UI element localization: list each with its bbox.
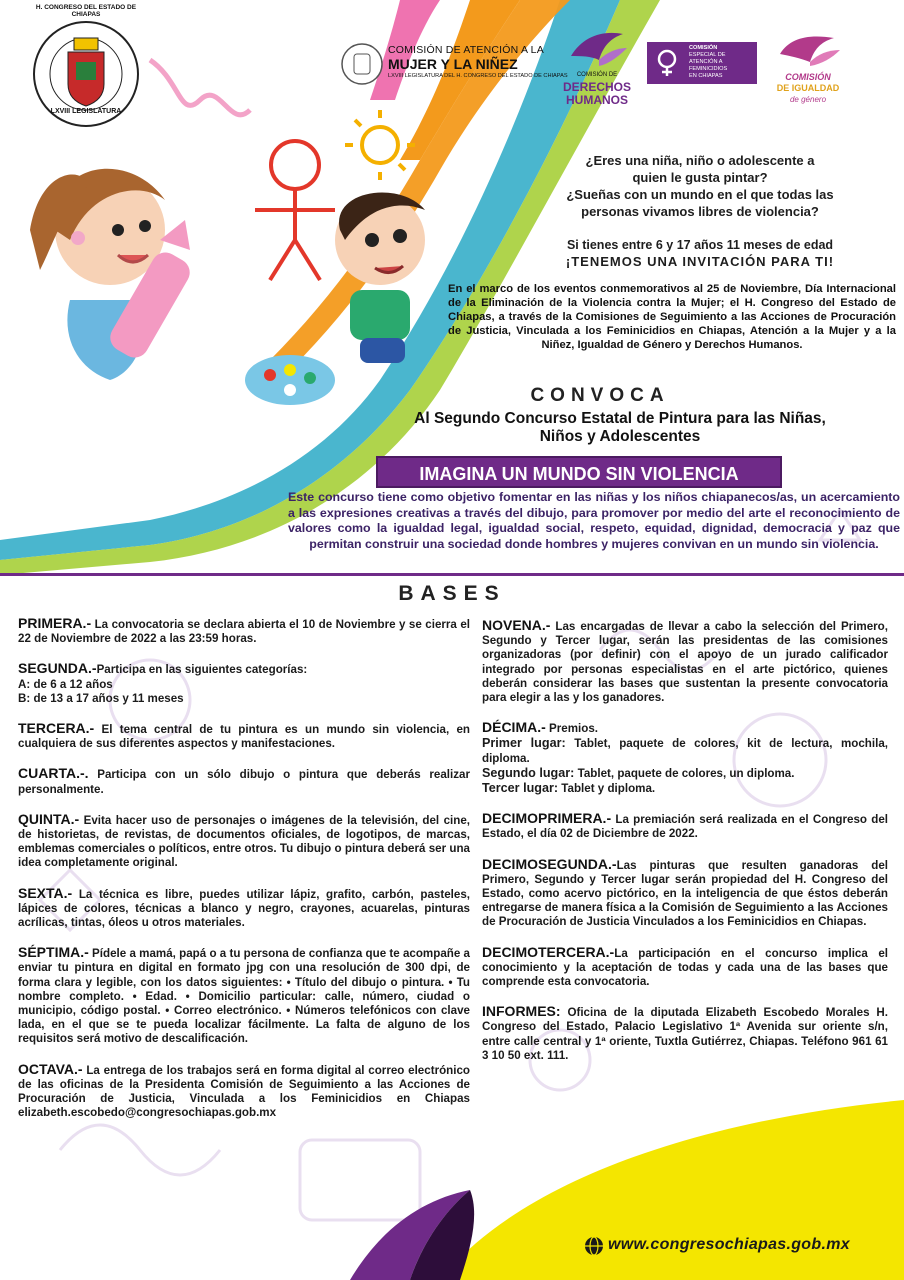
bases-right-column	[482, 618, 888, 1078]
base-heading: INFORMES:	[482, 1003, 561, 1020]
comision-mujer-line2: MUJER Y LA NIÑEZ	[388, 56, 518, 72]
base-heading: NOVENA.-	[482, 617, 551, 633]
base-text: La técnica es libre, puedes utilizar lápiz, grafito, carbón, pasteles, lápices de colores, técnicas a blanco y negro, crayones, acuarelas, pinturas acrílicas, tintas, óleos u otros materiales.	[18, 887, 470, 930]
contest-title-line-1: Al Segundo Concurso Estatal de Pintura para las Niñas,	[414, 410, 826, 427]
base-text: Oficina de la diputada Elizabeth Escobedo Morales H. Congreso del Estado, Palacio Legislativo 1ª Avenida sur oriente s/n, entre calle central y 1ª oriente, Tuxtla Gutiérrez, Chiapas. Teléfono 961 61 3 10 50 ext. 111.	[482, 1006, 888, 1062]
base-heading: CUARTA.-.	[18, 765, 89, 782]
base-text: La premiación será realizada en el Congreso del Estado, el día 02 de Diciembre de 2022.	[482, 813, 888, 841]
prize-text: Tablet, paquete de colores, un diploma.	[577, 766, 795, 780]
igualdad-line3: de género	[789, 95, 827, 104]
state-seal-icon	[340, 42, 384, 86]
base-text: Premios.	[549, 722, 598, 736]
base-primera	[18, 616, 470, 646]
feminicidios-line4: FEMINICIDIOS	[689, 66, 728, 72]
base-heading: SEGUNDA.-	[18, 660, 97, 677]
base-octava	[18, 1062, 470, 1121]
base-text: Las encargadas de llevar a cabo la selección del Primero, Segundo y Tercer lugar, serán las presidentas de las comisiones organizadoras (por definir) con el apoyo de un jurado calificador integrado por personas especialistas en el arte pictórico, quienes deberán considerar las bases que sustentan la presente convocatoria para elegir a las y los ganadores.	[482, 620, 888, 705]
congreso-legislature: LXVIII LEGISLATURA	[50, 108, 122, 115]
contest-title	[300, 410, 904, 446]
base-text: La convocatoria se declara abierta el 10 de Noviembre y se cierra el 22 de Noviembre de 2022 a las 23:59 horas.	[18, 618, 470, 646]
base-segunda	[18, 661, 470, 706]
derechos-big1: DERECHOS	[562, 80, 631, 94]
prize-text: Tablet, paquete de colores, kit de lectura, mochila, diploma.	[482, 737, 888, 765]
category-b: B: de 13 a 17 años y 11 meses	[18, 691, 184, 705]
base-quinta	[18, 812, 470, 871]
feminicidios-line5: EN CHIAPAS	[689, 73, 723, 79]
feminicidios-logo	[647, 42, 757, 84]
age-line: Si tienes entre 6 y 17 años 11 meses de edad	[566, 238, 834, 252]
prize-text: Tablet y diploma.	[561, 782, 656, 796]
base-heading: QUINTA.-	[18, 810, 80, 827]
base-text: Participa en las siguientes categorías:	[96, 663, 308, 677]
prize-first	[482, 736, 888, 765]
congreso-logo	[30, 4, 142, 130]
feminicidios-line2: ESPECIAL DE	[689, 52, 726, 58]
base-heading: DECIMOPRIMERA.-	[482, 810, 612, 827]
derechos-small: COMISIÓN DE	[576, 72, 618, 78]
prize-second	[482, 766, 888, 781]
question-line-4: personas vivamos libres de violencia?	[581, 204, 819, 219]
base-text: La entrega de los trabajos será en forma digital al correo electrónico de las oficinas de la Presidenta Comisión de Seguimiento a las Acciones de Procuración de Justicia, Vinculada a los Feminicidios en Chiapas elizabeth.escobedo@congresochiapas.gob.mx	[18, 1063, 470, 1120]
website-link[interactable]: www.congresochiapas.gob.mx	[608, 1236, 850, 1253]
female-symbol-icon	[652, 48, 682, 78]
question-line-1: ¿Eres una niña, niño o adolescente a	[585, 153, 815, 168]
theme-banner: IMAGINA UN MUNDO SIN VIOLENCIA	[376, 456, 782, 488]
base-text: La participación en el concurso implica el conocimiento y la aceptación de todas y cada una de las bases que comprende esta convocatoria.	[482, 946, 888, 989]
objective-paragraph: Este concurso tiene como objetivo fomentar en las niñas y los niños chiapanecos/as, un acercamiento a las expresiones creativas a través del dibujo, para promover por medio del arte el reconocimiento de valores como la igualdad legal, igualdad social, respeto, equidad, dignidad, democracia y paz que permitan construir una sociedad donde hombres y mujeres convivan en un mundo sin violencia.	[288, 490, 900, 551]
invitation-line: ¡TENEMOS UNA INVITACIÓN PARA TI!	[565, 254, 835, 269]
base-cuarta	[18, 766, 470, 796]
intro-paragraph: En el marco de los eventos conmemorativos al 25 de Noviembre, Día Internacional de la Eliminación de la Violencia contra la Mujer; el H. Congreso del Estado de Chiapas, a través de la Comisiones de Seguimiento a las Acciones de Procuración de Justicia, Vinculada a los Feminicidios en Chiapas, Atención a la Mujer y a la Niñez, Igualdad de Género y Derechos Humanos.	[448, 283, 896, 351]
comision-mujer-line3: LXVIII LEGISLATURA DEL H. CONGRESO DEL ESTADO DE CHIAPAS	[388, 73, 568, 79]
bases-title: BASES	[398, 582, 506, 605]
igualdad-line1: COMISIÓN	[785, 72, 831, 82]
base-heading: DÉCIMA.-	[482, 719, 546, 736]
convoca-heading: CONVOCA	[530, 385, 670, 406]
congreso-ring-text: H. CONGRESO DEL ESTADO DE CHIAPAS	[35, 4, 137, 18]
base-decimoprimera	[482, 811, 888, 841]
derechos-humanos-logo	[563, 26, 631, 114]
base-decimosegunda	[482, 857, 888, 930]
base-text: Evita hacer uso de personajes o imágenes de la televisión, del cine, de historietas, de revistas, de documentos oficiales, de logotipos, de marcas, emblemas comerciales o políticos, entre otros. Tu dibujo o pintura deberá ser una idea completamente original.	[18, 813, 470, 870]
globe-icon	[584, 1236, 604, 1256]
igualdad-line2: DE IGUALDAD	[776, 83, 840, 93]
base-heading: DECIMOTERCERA.-	[482, 943, 615, 960]
base-heading: TERCERA.-	[18, 720, 95, 737]
base-heading: DECIMOSEGUNDA.-	[482, 855, 617, 872]
base-text: Participa con un sólo dibujo o pintura que deberás realizar personalmente.	[18, 768, 470, 796]
base-text: El tema central de tu pintura es un mundo sin violencia, en cualquiera de sus diferentes aspectos y manifestaciones.	[18, 723, 470, 751]
base-heading: SÉPTIMA.-	[18, 944, 89, 961]
base-decima	[482, 720, 888, 796]
comision-mujer-logo	[340, 40, 568, 92]
bird-icon	[772, 30, 844, 70]
base-septima	[18, 945, 470, 1046]
base-text: Las pinturas que resulten ganadoras del Primero, Segundo y Tercer lugar serán propiedad del H. Congreso del Estado, como acervo pictórico, en la inteligencia de que éstos deberán entregarse de manera física a la Comisión de Seguimiento a las Acciones de Procuración de Justicia Vinculados a los Feminicidios en Chiapas.	[482, 858, 888, 929]
base-heading: PRIMERA.-	[18, 615, 92, 631]
base-tercera	[18, 721, 470, 751]
prize-label: Segundo lugar:	[482, 765, 575, 780]
prize-label: Primer lugar:	[482, 736, 566, 751]
base-heading: SEXTA.-	[18, 884, 73, 901]
bases-left-column	[18, 616, 470, 1135]
girl-illustration	[30, 169, 195, 380]
base-informes	[482, 1004, 888, 1063]
feminicidios-line1: COMISIÓN	[689, 45, 718, 51]
prize-third	[482, 781, 888, 796]
base-decimotercera	[482, 945, 888, 990]
base-text: Pídele a mamá, papá o a tu persona de confianza que te acompañe a enviar tu pintura en digital en formato jpg con una resolución de 300 dpi, de forma clara y legible, con los datos siguientes: • Título del dibujo o pintura. • Tu nombre completo. • Edad. • Domicilio particular: calle, número, ciudad o municipio, código postal. • Correo electrónico. • Números telefónicos con clave lada, en el que se te pueda localizar fácilmente. La falta de alguno de los requisitos será motivo de descalificación.	[18, 947, 470, 1046]
feminicidios-line3: ATENCIÓN A	[689, 59, 723, 65]
base-heading: OCTAVA.-	[18, 1060, 83, 1077]
contest-title-line-2: Niños y Adolescentes	[539, 428, 701, 445]
question-line-2: quien le gusta pintar?	[632, 170, 768, 185]
base-novena	[482, 618, 888, 705]
dove-icon	[563, 26, 631, 72]
category-a: A: de 6 a 12 años	[18, 677, 113, 691]
question-line-3: ¿Sueñas con un mundo en el que todas las	[566, 187, 834, 202]
igualdad-logo	[772, 30, 844, 116]
base-sexta	[18, 886, 470, 931]
comision-mujer-line1: COMISIÓN DE ATENCIÓN A LA	[388, 44, 544, 56]
derechos-big2: HUMANOS	[566, 93, 628, 107]
prize-label: Tercer lugar:	[482, 781, 559, 796]
